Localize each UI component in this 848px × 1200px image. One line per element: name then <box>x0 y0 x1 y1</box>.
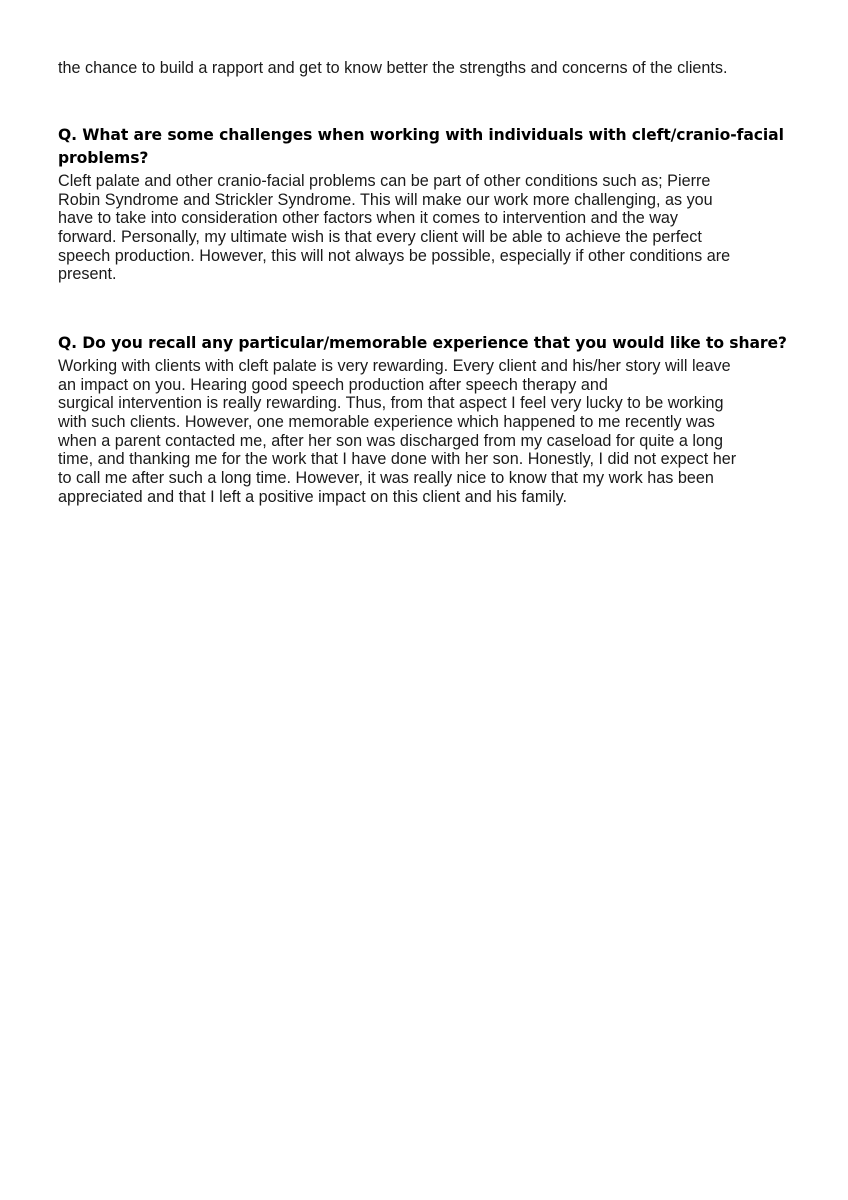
text-line: an impact on you. Hearing good speech production after speech therapy and <box>58 375 608 394</box>
text-line: problems? <box>58 149 149 167</box>
text-line: speech production. However, this will not always be possible, especially if other conditions are <box>58 246 731 265</box>
text-line: have to take into consideration other factors when it comes to intervention and the way <box>58 209 678 228</box>
text-line: surgical intervention is really rewarding. Thus, from that aspect I feel very lucky to be working <box>58 394 724 413</box>
text-line: Robin Syndrome and Strickler Syndrome. This will make our work more challenging, as you <box>58 190 713 209</box>
text-line: with such clients. However, one memorable experience which happened to me recently was <box>58 413 715 432</box>
text-line: when a parent contacted me, after her son was discharged from my caseload for quite a long <box>58 431 723 450</box>
text-line: present. <box>58 265 117 284</box>
text-line: Working with clients with cleft palate is very rewarding. Every client and his/her story will leave <box>58 357 731 375</box>
question-heading-memorable-experience <box>58 332 798 355</box>
text-line: time, and thanking me for the work that I have done with her son. Honestly, I did not expect her <box>58 450 737 469</box>
text-line: appreciated and that I left a positive impact on this client and his family. <box>58 487 567 506</box>
text-line: forward. Personally, my ultimate wish is that every client will be able to achieve the perfect <box>58 228 702 247</box>
answer-paragraph-challenges <box>58 172 798 284</box>
text-line: Cleft palate and other cranio-facial problems can be part of other conditions such as; Pierre <box>58 172 711 190</box>
text-line: the chance to build a rapport and get to know better the strengths and concerns of the clients. <box>58 59 728 77</box>
text-line: Q. Do you recall any particular/memorable experience that you would like to share? <box>58 334 787 352</box>
text-line: to call me after such a long time. However, it was really nice to know that my work has been <box>58 469 714 488</box>
intro-paragraph <box>58 59 798 78</box>
answer-paragraph-memorable-experience <box>58 357 798 507</box>
text-line: Q. What are some challenges when working with individuals with cleft/cranio-facial <box>58 126 784 144</box>
question-heading-challenges <box>58 124 798 170</box>
